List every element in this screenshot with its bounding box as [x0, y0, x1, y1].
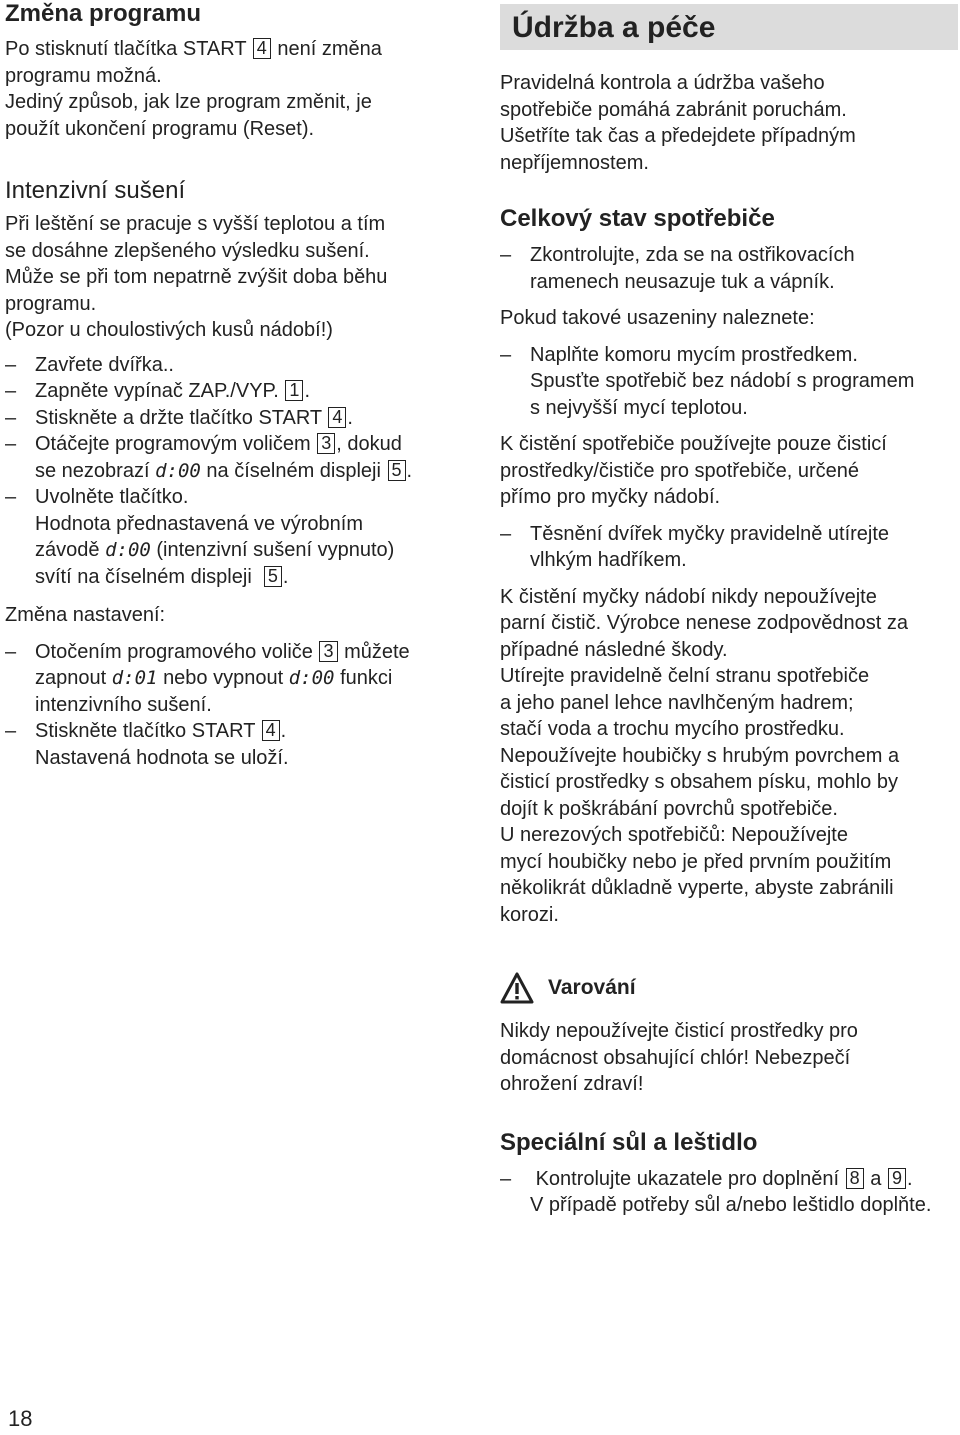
program-change-text: Po stisknutí tlačítka START 4 není změna programu možná. Jediný způsob, jak lze program změnit, je použít ukončení programu (Reset).	[5, 38, 382, 140]
section-title-intensive-drying: Intenzivní sušení	[5, 177, 186, 204]
list-item: – Těsnění dvířek myčky pravidelně utírejte vlhkým hadříkem.	[500, 521, 958, 574]
segment-display-value: d:00	[288, 667, 335, 689]
section-title-salt-rinse: Speciální sůl a leštidlo	[500, 1128, 758, 1156]
list-item: – Zapněte vypínač ZAP./VYP. 1 .	[5, 378, 470, 405]
maintenance-intro: Pravidelná kontrola a údržba vašeho spotřebiče pomáhá zabránit poruchám. Ušetříte tak čas a předejdete případným nepříjemnostem.	[500, 72, 856, 174]
section-title-program-change: Změna programu	[5, 0, 202, 27]
intensive-drying-steps	[5, 352, 470, 591]
key-5: 5	[388, 460, 406, 481]
chapter-banner	[500, 4, 958, 50]
segment-display-value: d:00	[155, 459, 201, 482]
indicator-8: 8	[846, 1168, 864, 1189]
segment-display-value: d:01	[111, 667, 158, 689]
settings-change-section	[5, 602, 470, 771]
key-3: 3	[319, 641, 337, 662]
left-column	[5, 0, 470, 771]
page-number: 18	[8, 1406, 33, 1431]
key-1: 1	[285, 380, 303, 401]
list-item: – Kontrolujte ukazatele pro doplnění 8 a 9 . V případě potřeby sůl a/nebo leštidlo doplňte.	[500, 1166, 958, 1219]
list-item: – Stiskněte tlačítko START 4 . Nastavená hodnota se uloží.	[5, 718, 470, 771]
warning-title: Varování	[548, 976, 636, 999]
settings-change-label: Změna nastavení:	[5, 604, 166, 626]
list-item: – Zavřete dvířka..	[5, 352, 470, 379]
section-title-appliance-state: Celkový stav spotřebiče	[500, 205, 775, 232]
segment-display-value: d:00	[105, 539, 151, 561]
key-3: 3	[317, 433, 335, 454]
list-item: – Otočením programového voliče 3 můžete zapnout d:01 nebo vypnout d:00 funkci intenzivního sušení.	[5, 639, 470, 719]
indicator-9: 9	[888, 1168, 906, 1189]
chapter-title: Údržba a péče	[512, 11, 716, 44]
salt-rinse-section	[500, 1128, 958, 1219]
list-item: – Stiskněte a držte tlačítko START 4 .	[5, 405, 470, 432]
key-4: 4	[253, 38, 271, 59]
warning-section: Varování Nikdy nepoužívejte čisticí prostředky pro domácnost obsahující chlór! Nebezpečí ohrožení zdraví!	[500, 972, 958, 1098]
key-4: 4	[328, 407, 346, 428]
intensive-drying-section: Intenzivní sušení Při leštění se pracuje s vyšší teplotou a tím se dosáhne zlepšeného výsledku sušení. Může se při tom nepatrně zvýšit doba běhu programu. (Pozor u choulostivých kusů nádobí!) – Zavřete dvířka.. – Zapněte vypínač ZAP./VYP. 1 . – Stiskněte a držte tlačítko START 4 . – Otáčejte programovým voličem 3 , dokud se nezobrazí d:00 na číselném displeji 5 . – Uvolněte tlačítko. Hodnota přednastavená ve výrobním závodě d:00 (intenzivní sušení vypnuto) svítí na číselném displeji 5 .	[5, 176, 470, 590]
warning-triangle-icon	[500, 972, 534, 1004]
key-5: 5	[264, 566, 282, 587]
list-item: – Otáčejte programovým voličem 3 , dokud se nezobrazí d:00 na číselném displeji 5 .	[5, 431, 470, 484]
list-item: – Naplňte komoru mycím prostředkem. Spusťte spotřebič bez nádobí s programem s nejvyšší mycí teplotou.	[500, 342, 958, 422]
list-item: – Zkontrolujte, zda se na ostřikovacích ramenech neusazuje tuk a vápník.	[500, 242, 958, 295]
list-item: – Uvolněte tlačítko. Hodnota přednastavená ve výrobním závodě d:00 (intenzivní sušení vypnuto) svítí na číselném displeji 5 .	[5, 484, 470, 590]
right-column	[500, 0, 958, 1219]
key-4: 4	[262, 720, 280, 741]
settings-change-steps	[5, 639, 470, 772]
appliance-state-section: Celkový stav spotřebiče – Zkontrolujte, zda se na ostřikovacích ramenech neusazuje tuk a vápník. Pokud takové usazeniny naleznete: – Naplňte komoru mycím prostředkem. Spusťte spotřebič bez nádobí s programem s nejvyšší mycí teplotou. K čistění spotřebiče používejte pouze čisticí prostředky/čističe pro spotřebiče, určené přímo pro myčky nádobí. – Těsnění dvířek myčky pravidelně utírejte vlhkým hadříkem. K čistění myčky nádobí nikdy nepoužívejte parní čistič. Výrobce nenese zodpovědnost za případné následné škody. Utírejte pravidelně čelní stranu spotřebiče a jeho panel lehce navlhčeným hadrem; stačí voda a trochu mycího prostředku. Nepoužívejte houbičky s hrubým povrchem a čisticí prostředky s obsahem písku, mohlo by dojít k poškrábání povrchů spotřebiče. U nerezových spotřebičů: Nepoužívejte mycí houbičky nebo je před prvním použitím několikrát důkladně vyperte, abyste zabránili korozi.	[500, 204, 958, 928]
